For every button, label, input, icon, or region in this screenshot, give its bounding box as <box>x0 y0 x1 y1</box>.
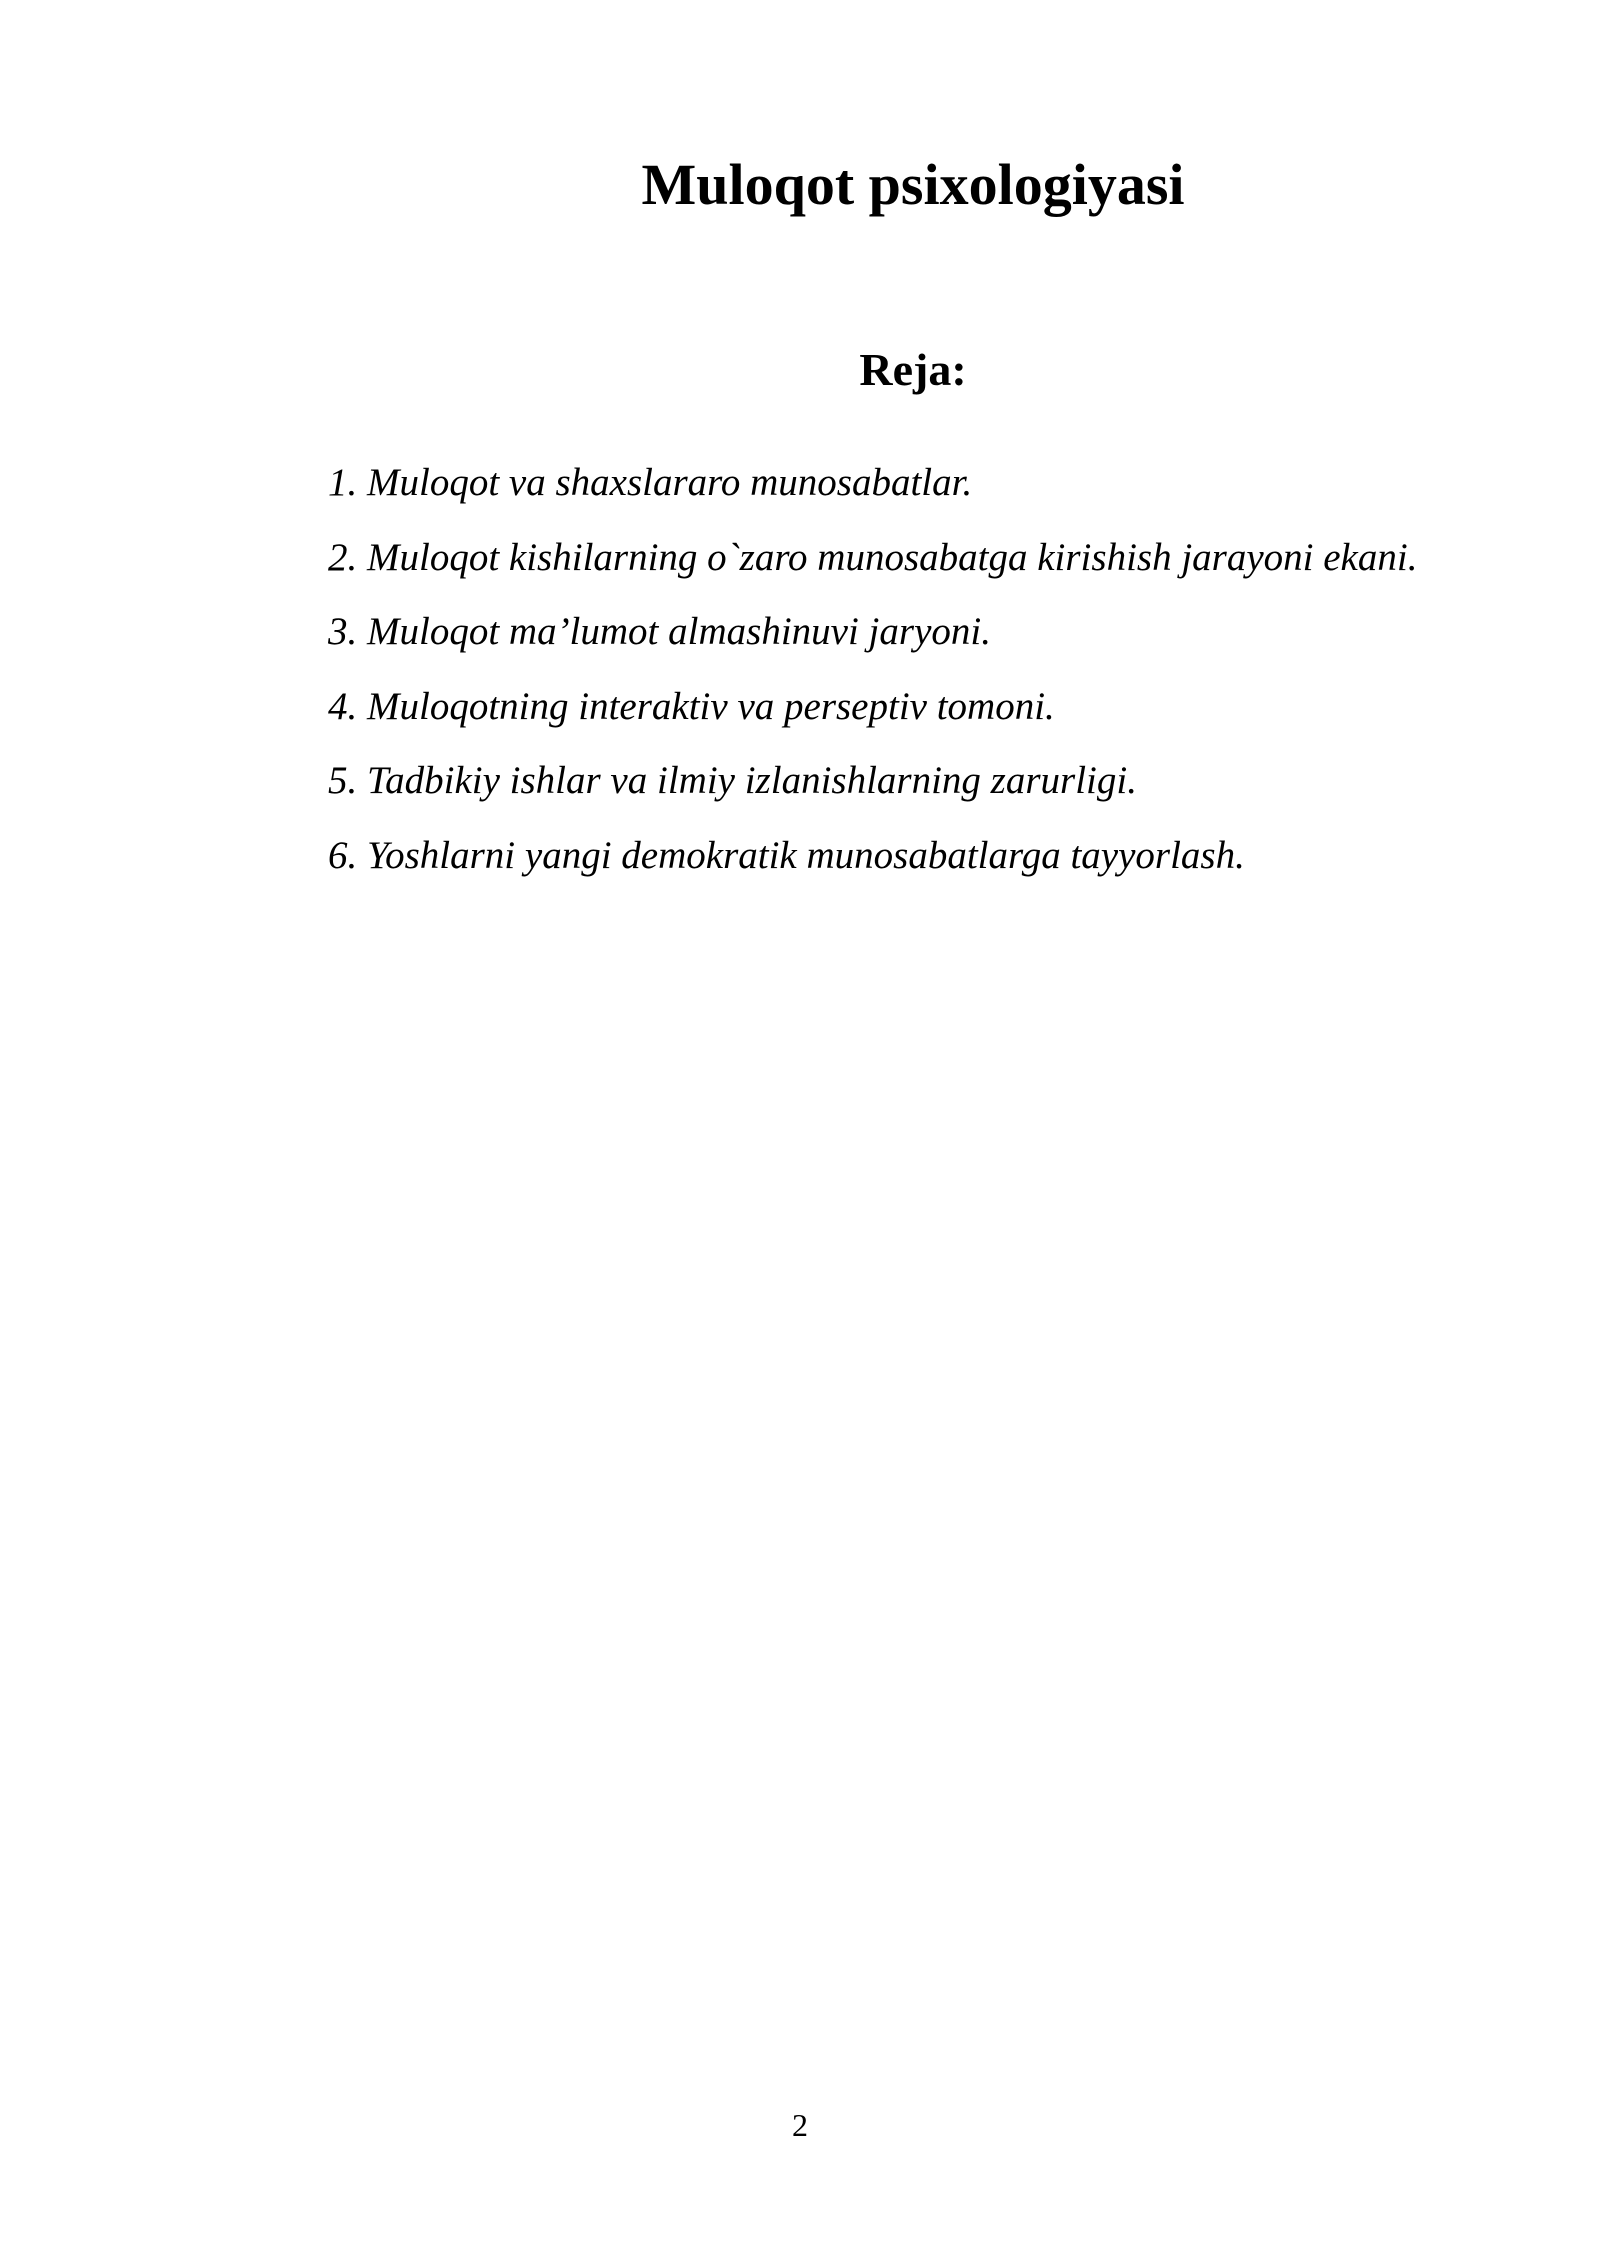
plan-item-6: 6. Yoshlarni yangi demokratik munosabatlarga tayyorlash. <box>328 833 1245 877</box>
document-title: Muloqot psixologiyasi <box>641 152 1185 217</box>
plan-item-5: 5. Tadbikiy ishlar va ilmiy izlanishlarning zarurligi. <box>328 759 1137 802</box>
plan-item-2: 2. Muloqot kishilarning o`zaro munosabatga kirishish jarayoni ekani. <box>328 535 1418 579</box>
page-number: 2 <box>792 2107 808 2143</box>
plan-list <box>328 446 1486 893</box>
plan-item-3: 3. Muloqot ma’lumot almashinuvi jaryoni. <box>328 610 991 653</box>
plan-item-4: 4. Muloqotning interaktiv va perseptiv tomoni. <box>328 684 1055 728</box>
plan-item-1: 1. Muloqot va shaxslararo munosabatlar. <box>328 461 973 504</box>
plan-heading: Reja: <box>859 344 967 395</box>
